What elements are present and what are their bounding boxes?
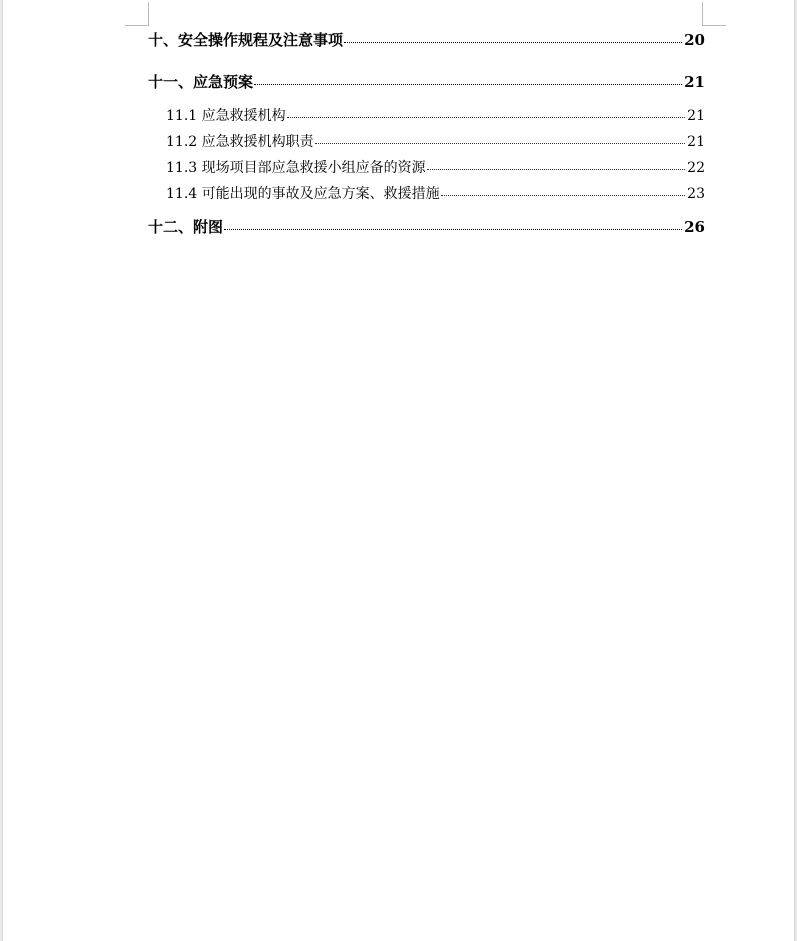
margin-mark-top-right (702, 2, 726, 26)
toc-entry[interactable] (148, 131, 705, 151)
toc-leader-dots (427, 169, 686, 170)
toc-entry[interactable] (148, 183, 705, 203)
toc-entry[interactable] (148, 29, 705, 50)
toc-entry-title: 11.3 现场项目部应急救援小组应备的资源 (166, 160, 426, 176)
toc-leader-dots (287, 117, 686, 118)
toc-entry-title: 十二、附图 (148, 218, 224, 236)
toc-entry-title: 11.2 应急救援机构职责 (166, 134, 314, 150)
toc-entry-title: 11.1 应急救援机构 (166, 108, 286, 124)
toc-entry[interactable] (148, 216, 705, 237)
toc-entry-page: 23 (687, 186, 705, 202)
toc-leader-dots (315, 143, 686, 144)
toc-leader-dots (441, 195, 686, 196)
toc-entry[interactable] (148, 105, 705, 125)
toc-entry-page: 26 (684, 218, 705, 236)
toc-entry-title: 十、安全操作规程及注意事项 (148, 31, 344, 49)
toc-entry[interactable] (148, 71, 705, 92)
toc-entry-title: 十一、应急预案 (148, 73, 254, 91)
toc-leader-dots (254, 84, 682, 85)
toc-entry-page: 21 (687, 108, 705, 124)
toc-entry-page: 20 (684, 31, 705, 49)
toc-entry-page: 22 (687, 160, 705, 176)
toc-leader-dots (224, 229, 682, 230)
margin-mark-top-left (125, 2, 149, 26)
toc-entry-page: 21 (684, 73, 705, 91)
toc-entry[interactable] (148, 157, 705, 177)
toc-entry-page: 21 (687, 134, 705, 150)
toc-leader-dots (344, 42, 682, 43)
document-page (2, 0, 795, 941)
toc-entry-title: 11.4 可能出现的事故及应急方案、救援措施 (166, 186, 440, 202)
